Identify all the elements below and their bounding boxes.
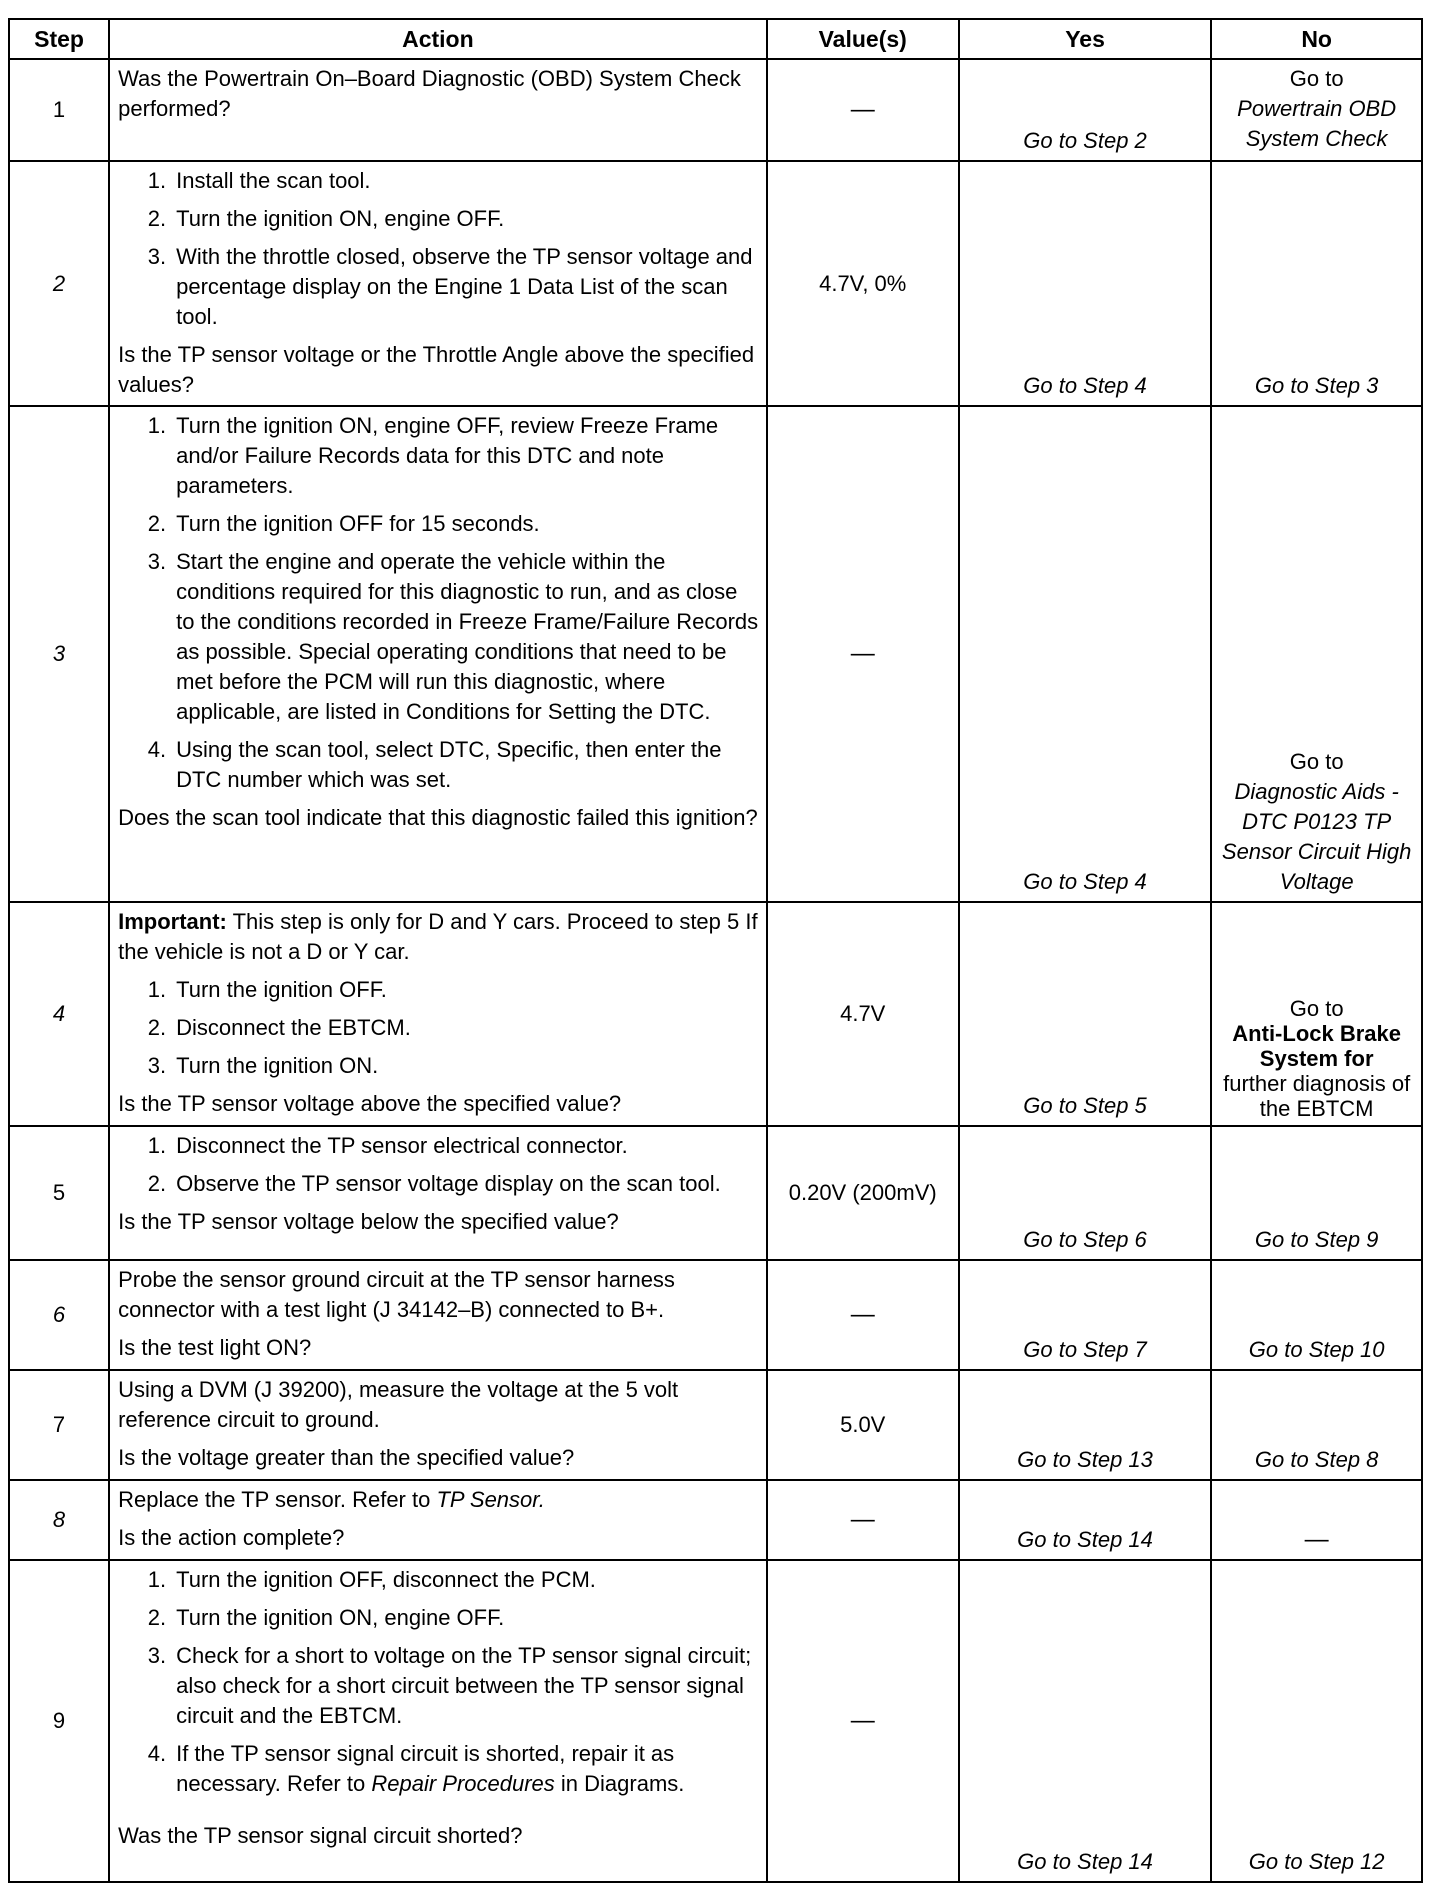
list-item: 1. Install the scan tool. xyxy=(147,168,371,193)
header-values: Value(s) xyxy=(767,19,959,59)
action-question: Was the TP sensor signal circuit shorted? xyxy=(118,1823,523,1848)
table-row xyxy=(9,1260,1422,1370)
action-list xyxy=(118,1565,760,1799)
no-cell: Go to Step 10 xyxy=(1211,1260,1422,1370)
action-cell xyxy=(109,59,767,161)
action-cell xyxy=(109,902,767,1126)
value-text: — xyxy=(850,1301,875,1328)
no-lead: Go to xyxy=(1289,996,1344,1021)
action-text: Using a DVM (J 39200), measure the voltage at the 5 volt reference circuit to ground. xyxy=(118,1377,679,1432)
no-cell xyxy=(1211,59,1422,161)
table-row xyxy=(9,902,1422,1126)
step-number: 7 xyxy=(9,1370,109,1480)
list-item: 3. Turn the ignition ON. xyxy=(147,1053,379,1078)
step-number: 5 xyxy=(9,1126,109,1260)
header-yes: Yes xyxy=(959,19,1212,59)
step-number: 4 xyxy=(9,902,109,1126)
no-cell xyxy=(1211,1480,1422,1560)
value-cell xyxy=(767,1480,959,1560)
action-list xyxy=(118,1131,760,1199)
action-question: Is the action complete? xyxy=(118,1525,345,1550)
list-item: 2. Turn the ignition ON, engine OFF. xyxy=(147,206,505,231)
action-cell xyxy=(109,406,767,902)
step-number: 1 xyxy=(9,59,109,161)
yes-cell: Go to Step 5 xyxy=(959,902,1212,1126)
step-number: 3 xyxy=(9,406,109,902)
header-step: Step xyxy=(9,19,109,59)
list-item: 2. Observe the TP sensor voltage display on the scan tool. xyxy=(147,1171,721,1196)
table-row xyxy=(9,406,1422,902)
list-item: 2. Turn the ignition OFF for 15 seconds. xyxy=(147,511,540,536)
action-question: Is the TP sensor voltage or the Throttle Angle above the specified values? xyxy=(118,342,755,397)
list-item: 4. Using the scan tool, select DTC, Specific, then enter the DTC number which was set. xyxy=(147,737,722,792)
list-item: 1. Disconnect the TP sensor electrical connector. xyxy=(147,1133,628,1158)
table-row xyxy=(9,1560,1422,1882)
action-cell xyxy=(109,1370,767,1480)
step-number: 9 xyxy=(9,1560,109,1882)
no-cell xyxy=(1211,406,1422,902)
no-cell xyxy=(1211,902,1422,1126)
header-no: No xyxy=(1211,19,1422,59)
table-row xyxy=(9,161,1422,406)
no-link: Powertrain OBD System Check xyxy=(1237,96,1397,151)
list-item: 4. If the TP sensor signal circuit is shorted, repair it as necessary. Refer to Repair Procedures in Diagrams. xyxy=(147,1741,685,1796)
action-question: Is the TP sensor voltage below the specified value? xyxy=(118,1209,619,1234)
value-text: — xyxy=(850,640,875,667)
action-lead: Replace the TP sensor. Refer to xyxy=(118,1487,431,1512)
value-text: — xyxy=(850,1506,875,1533)
no-lead: Go to xyxy=(1289,749,1344,774)
no-text: — xyxy=(1304,1526,1329,1553)
action-list xyxy=(118,411,760,795)
value-cell xyxy=(767,59,959,161)
value-cell xyxy=(767,406,959,902)
action-question: Does the scan tool indicate that this diagnostic failed this ignition? xyxy=(118,805,758,830)
table-row xyxy=(9,1126,1422,1260)
value-text: — xyxy=(850,96,875,123)
list-item: 3. With the throttle closed, observe the TP sensor voltage and percentage display on the Engine 1 Data List of the scan tool. xyxy=(147,244,753,329)
action-cell xyxy=(109,1480,767,1560)
yes-cell: Go to Step 4 xyxy=(959,161,1212,406)
value-cell xyxy=(767,1260,959,1370)
action-text: Probe the sensor ground circuit at the TP sensor harness connector with a test light (J 34142–B) connected to B+. xyxy=(118,1267,675,1322)
yes-cell: Go to Step 6 xyxy=(959,1126,1212,1260)
action-text: Was the Powertrain On–Board Diagnostic (OBD) System Check performed? xyxy=(118,66,741,121)
important-text: This step is only for D and Y cars. Proceed to step 5 If the vehicle is not a D or Y car. xyxy=(118,909,758,964)
yes-cell: Go to Step 4 xyxy=(959,406,1212,902)
no-cell: Go to Step 12 xyxy=(1211,1560,1422,1882)
action-question: Is the TP sensor voltage above the specified value? xyxy=(118,1091,622,1116)
value-text: 0.20V (200mV) xyxy=(767,1126,959,1260)
action-link: TP Sensor. xyxy=(436,1487,545,1512)
action-cell xyxy=(109,1126,767,1260)
step-number: 6 xyxy=(9,1260,109,1370)
diagnostic-table-sheet xyxy=(8,18,1423,1883)
no-link: Diagnostic Aids - DTC P0123 TP Sensor Circuit High Voltage xyxy=(1221,779,1412,894)
header-row xyxy=(9,19,1422,59)
list-item: 2. Disconnect the EBTCM. xyxy=(147,1015,411,1040)
value-text: 4.7V xyxy=(767,902,959,1126)
yes-cell: Go to Step 14 xyxy=(959,1480,1212,1560)
list-item: 1. Turn the ignition ON, engine OFF, review Freeze Frame and/or Failure Records data for this DTC and note parameters. xyxy=(147,413,719,498)
yes-cell: Go to Step 14 xyxy=(959,1560,1212,1882)
important-label: Important: xyxy=(118,909,227,934)
action-cell xyxy=(109,1260,767,1370)
action-question: Is the test light ON? xyxy=(118,1335,312,1360)
yes-cell: Go to Step 7 xyxy=(959,1260,1212,1370)
list-item: 2. Turn the ignition ON, engine OFF. xyxy=(147,1605,505,1630)
action-question: Is the voltage greater than the specified value? xyxy=(118,1445,575,1470)
action-cell xyxy=(109,161,767,406)
value-cell xyxy=(767,1560,959,1882)
action-list xyxy=(118,975,760,1081)
action-cell xyxy=(109,1560,767,1882)
value-text: 4.7V, 0% xyxy=(767,161,959,406)
diagnostic-table xyxy=(8,18,1423,1883)
list-item: 3. Check for a short to voltage on the TP sensor signal circuit; also check for a short circuit between the TP sensor signal circuit and the EBTCM. xyxy=(147,1643,752,1728)
repair-procedures-link: Repair Procedures xyxy=(371,1771,555,1796)
no-cell: Go to Step 9 xyxy=(1211,1126,1422,1260)
table-row xyxy=(9,1480,1422,1560)
no-lead: Go to xyxy=(1289,66,1344,91)
step-number: 2 xyxy=(9,161,109,406)
list-item: 1. Turn the ignition OFF. xyxy=(147,977,387,1002)
list-item: 3. Start the engine and operate the vehicle within the conditions required for this diagnostic to run, and as close to the conditions recorded in Freeze Frame/Failure Records as possible. Special operating conditions that need to be met before the PCM will run this diagnostic, where applicable, are listed in Conditions for Setting the DTC. xyxy=(147,549,759,724)
no-cell: Go to Step 3 xyxy=(1211,161,1422,406)
header-action: Action xyxy=(109,19,767,59)
value-text: 5.0V xyxy=(767,1370,959,1480)
value-text: — xyxy=(850,1707,875,1734)
yes-cell: Go to Step 13 xyxy=(959,1370,1212,1480)
table-row xyxy=(9,1370,1422,1480)
list-item: 1. Turn the ignition OFF, disconnect the PCM. xyxy=(147,1567,596,1592)
step-number: 8 xyxy=(9,1480,109,1560)
no-cell: Go to Step 8 xyxy=(1211,1370,1422,1480)
important-note xyxy=(118,907,760,967)
action-list xyxy=(118,166,760,332)
table-row xyxy=(9,59,1422,161)
no-tail: further diagnosis of the EBTCM xyxy=(1223,1071,1411,1121)
no-bold-link: Anti-Lock Brake System for xyxy=(1232,1021,1402,1071)
action-text xyxy=(118,1485,760,1515)
yes-cell: Go to Step 2 xyxy=(959,59,1212,161)
